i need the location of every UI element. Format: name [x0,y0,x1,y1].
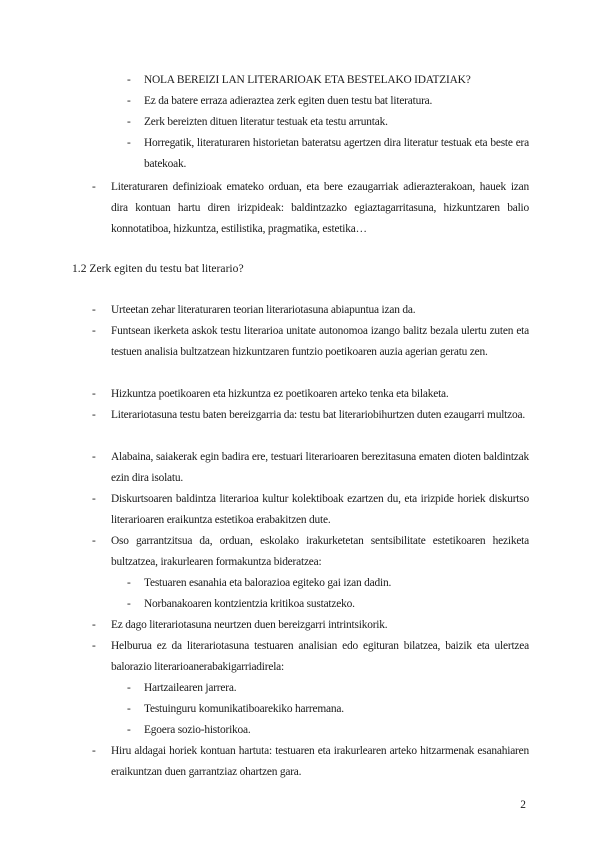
list-item: Alabaina, saiakerak egin badira ere, testuari literarioaren berezitasuna ematen dioten baldintzak ezin dira isolatu. [111,451,529,484]
page-number: 2 [520,799,526,811]
bullet-marker: - [127,724,131,736]
list-item: Hiru aldagai horiek kontuan hartuta: testuaren eta irakurlearen arteko hitzarmenak esanahiaren eraikuntzan duen garrantziaz ohartzen gara. [111,745,529,778]
list-item: Horregatik, literaturaren historietan bateratsu agertzen dira literatur testuak eta beste era batekoak. [144,137,529,170]
bullet-marker: - [92,619,96,631]
section-heading: 1.2 Zerk egiten du testu bat literario? [72,262,244,275]
bullet-marker: - [92,181,96,193]
bullet-marker: - [127,74,131,86]
sub-list-item: Hartzailearen jarrera. [144,682,237,694]
bullet-marker: - [92,745,96,757]
sub-list-item: Norbanakoaren kontzientzia kritikoa sustatzeko. [144,598,355,610]
list-item: Hizkuntza poetikoaren eta hizkuntza ez poetikoaren arteko tenka eta bilaketa. [111,388,449,400]
bullet-marker: - [127,137,131,149]
list-item: Ez da batere erraza adieraztea zerk egiten duen testu bat literatura. [144,95,433,107]
list-item: Literariotasuna testu baten bereizgarria da: testu bat literariobihurtzen duten ezaugarri multzoa. [111,409,526,421]
bullet-marker: - [127,95,131,107]
list-item: Zerk bereizten dituen literatur testuak eta testu arruntak. [144,116,388,128]
bullet-marker: - [92,304,96,316]
list-item: NOLA BEREIZI LAN LITERARIOAK ETA BESTELAKO IDATZIAK? [144,74,471,86]
list-item: Literaturaren definizioak emateko orduan, eta bere ezaugarriak adierazterakoan, hauek izan dira kontuan hartu diren irizpideak: baldintzazko egiaztagarritasuna, hizkuntzaren balio konnotatiboa, hizkuntza, estilistika, pragmatika, estetika… [111,181,529,235]
bullet-marker: - [127,116,131,128]
bullet-marker: - [92,493,96,505]
sub-list-item: Testuaren esanahia eta balorazioa egiteko gai izan dadin. [144,577,392,589]
sub-list-item: Egoera sozio-historikoa. [144,724,251,736]
bullet-marker: - [127,598,131,610]
bullet-marker: - [127,577,131,589]
list-item: Oso garrantzitsua da, orduan, eskolako irakurketetan sentsibilitate estetikoaren heziketa bultzatzea, irakurlearen formakuntza bideratzea: [111,535,529,568]
bullet-marker: - [92,451,96,463]
list-item: Funtsean ikerketa askok testu literarioa unitate autonomoa izango balitz bezala ulertu zuten eta testuen analisia bultzatzean hizkuntzaren funtzio poetikoaren auzia agerian geratu zen. [111,325,529,358]
sub-list-item: Testuinguru komunikatiboarekiko harremana. [144,703,344,715]
list-item: Ez dago literariotasuna neurtzen duen bereizgarri intrintsikorik. [111,619,388,631]
bullet-marker: - [92,325,96,337]
bullet-marker: - [92,640,96,652]
bullet-marker: - [92,535,96,547]
list-item: Urteetan zehar literaturaren teorian literariotasuna abiapuntua izan da. [111,304,416,316]
bullet-marker: - [127,703,131,715]
bullet-marker: - [92,388,96,400]
bullet-marker: - [92,409,96,421]
list-item: Helburua ez da literariotasuna testuaren analisian edo egituran bilatzea, baizik eta ulertzea balorazio literarioanerabakigarriadirela: [111,640,529,673]
list-item: Diskurtsoaren baldintza literarioa kultur kolektiboak ezartzen du, eta irizpide horiek diskurtso literarioaren eraikuntza estetikoa erabakitzen dute. [111,493,529,526]
bullet-marker: - [127,682,131,694]
